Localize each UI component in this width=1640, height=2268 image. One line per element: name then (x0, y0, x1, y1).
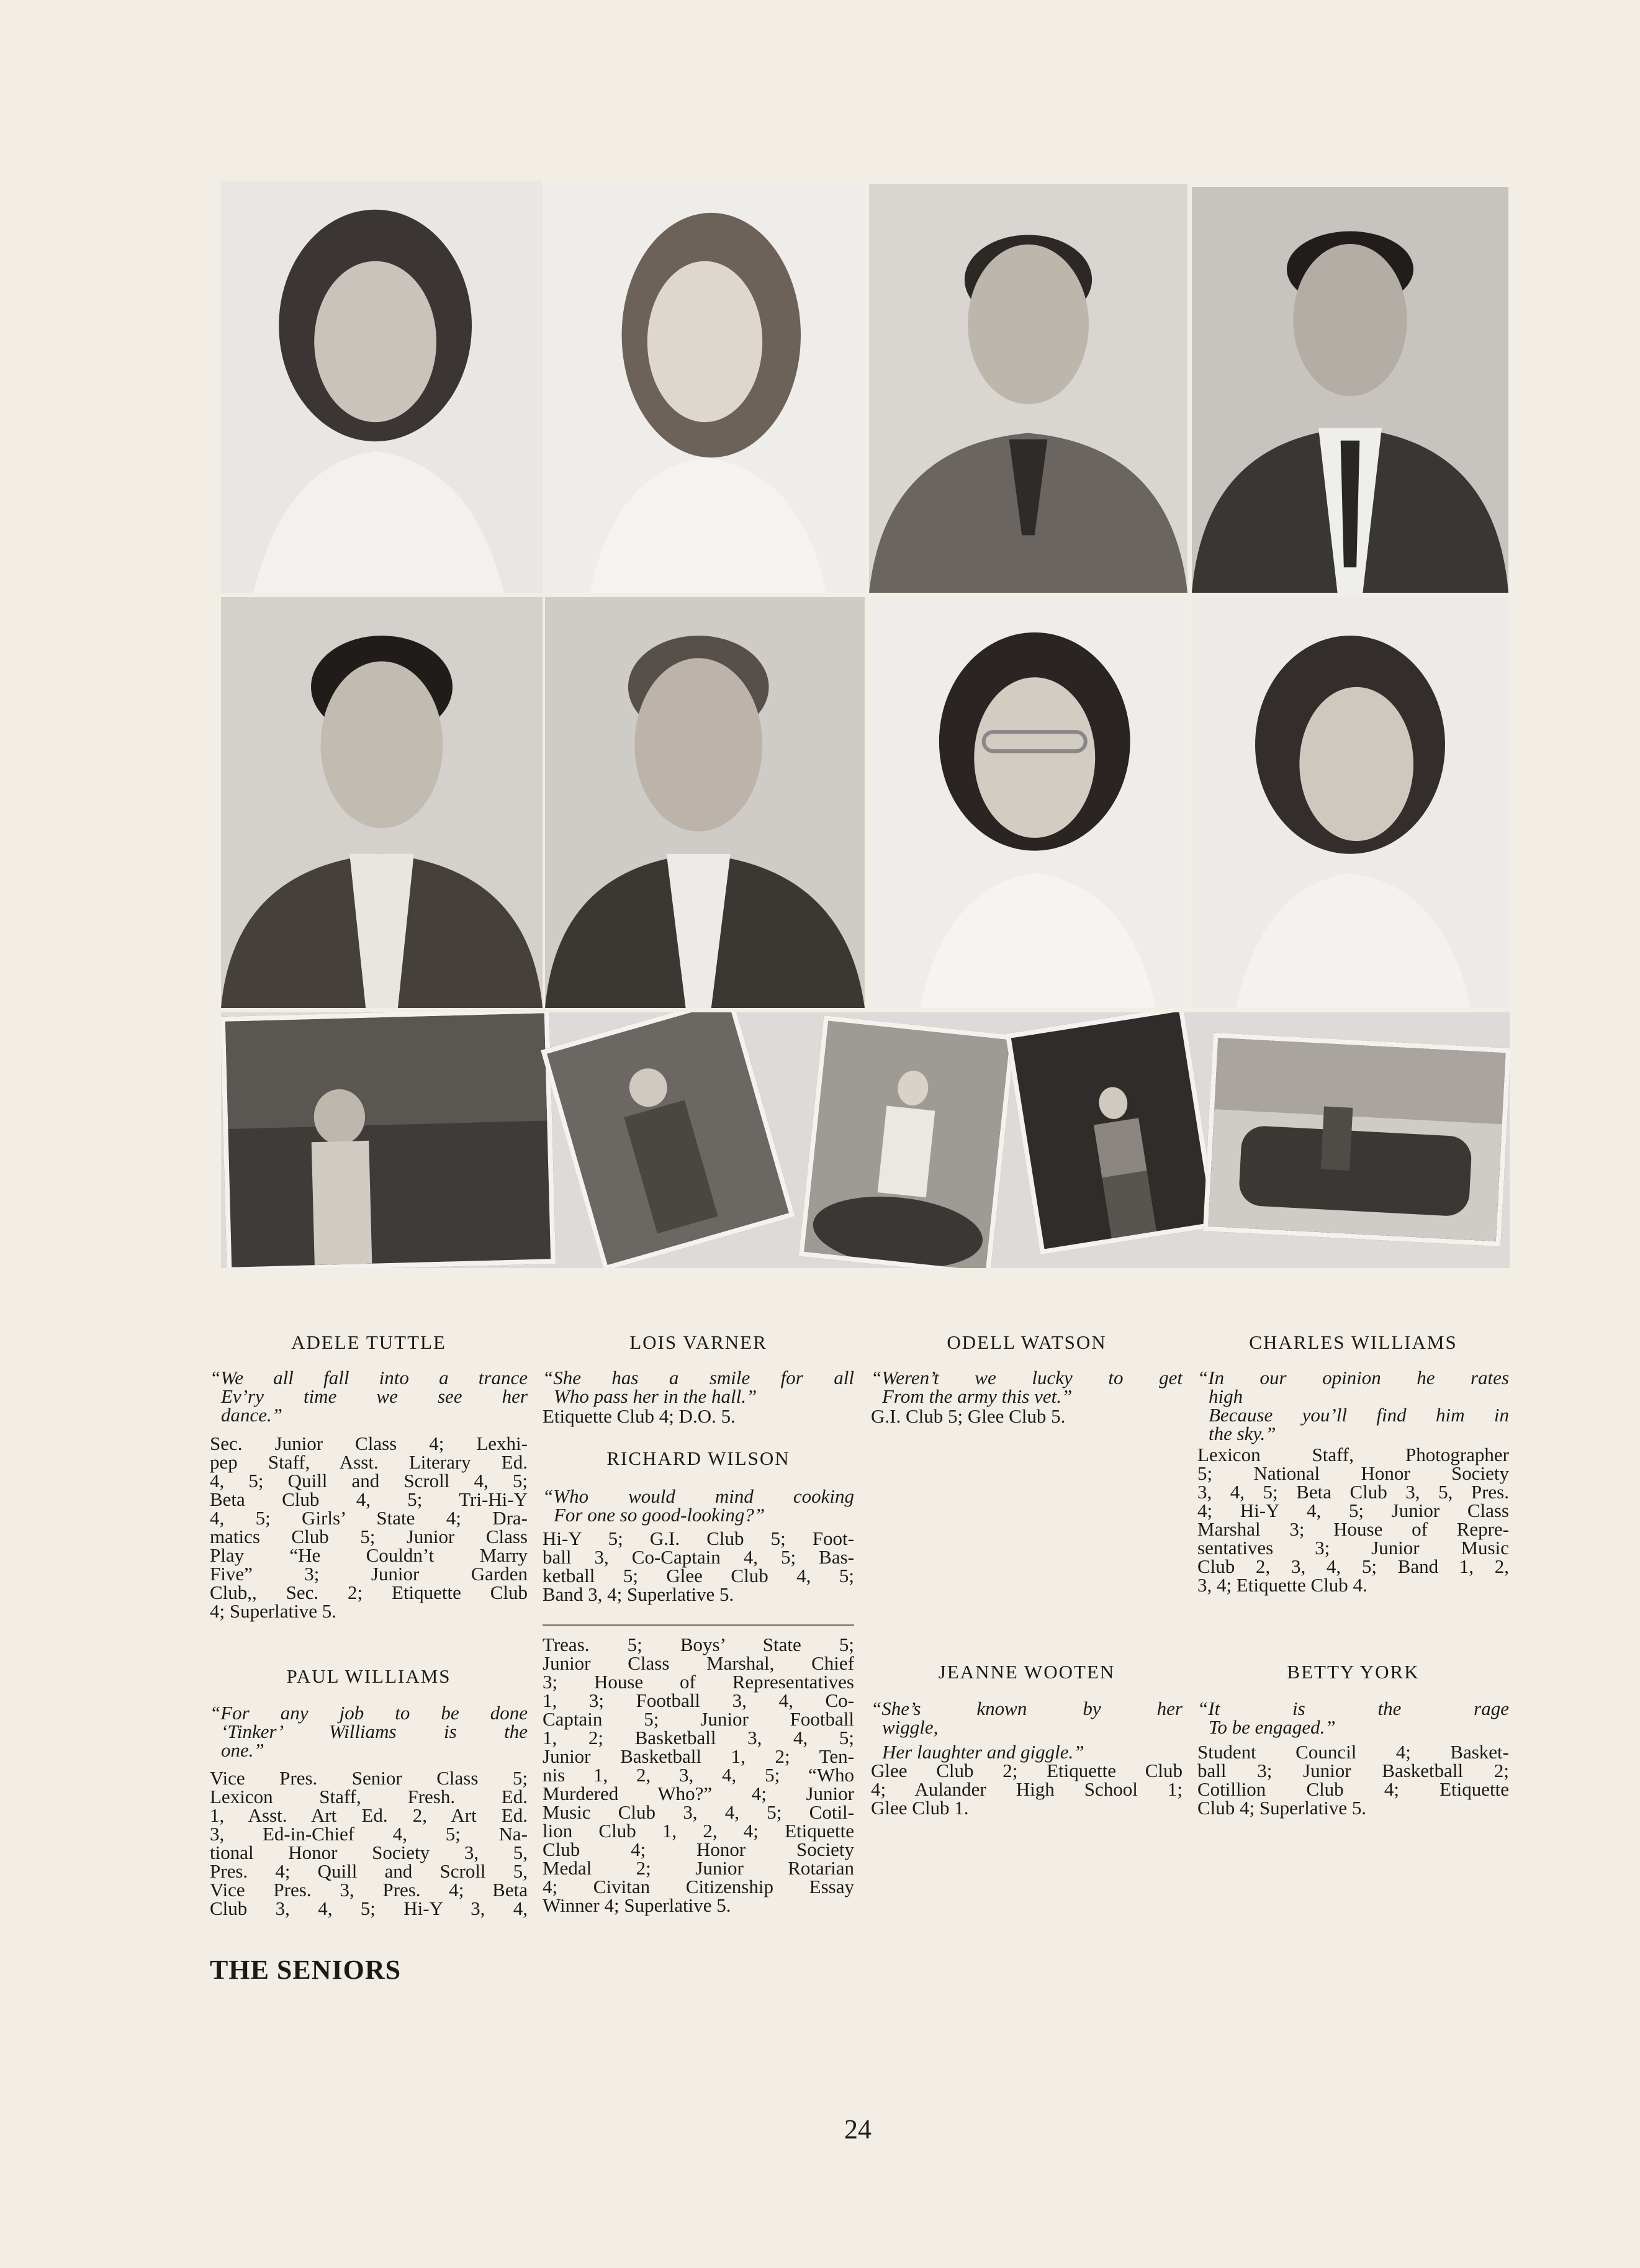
activity-line: 4; Superlative 5. (210, 1600, 337, 1622)
activity-line: 3, 4; Etiquette Club 4. (1197, 1574, 1367, 1596)
quote (543, 1369, 854, 1406)
activity-line: Medal 2; Junior Rotarian (543, 1857, 854, 1879)
quote (543, 1487, 854, 1524)
quote (871, 1369, 1183, 1406)
entry-betty-york (1197, 1661, 1509, 1817)
quote-line: dance.” (221, 1404, 283, 1426)
quote-line: “It is the rage (1197, 1698, 1509, 1719)
snapshot-collage (221, 1012, 1510, 1268)
activity-line: Music Club 3, 4, 5; Cotil- (543, 1801, 854, 1823)
activity-line: tional Honor Society 3, 5, (210, 1842, 528, 1863)
portrait-photo-richard-wilson (545, 597, 865, 1008)
activity-line: G.I. Club 5; Glee Club 5. (871, 1405, 1066, 1427)
activity-line: 3, Ed-in-Chief 4, 5; Na- (210, 1823, 528, 1845)
activity-line: Winner 4; Superlative 5. (543, 1894, 731, 1916)
activity-line: Club,, Sec. 2; Etiquette Club (210, 1582, 528, 1603)
snapshot-photo (541, 1012, 795, 1268)
portrait-photo-charles-williams (1192, 187, 1508, 593)
snapshot-photo (1006, 1012, 1219, 1254)
portrait-image (545, 181, 865, 593)
activity-line: Club 3, 4, 5; Hi-Y 3, 4, (210, 1897, 528, 1919)
portrait-photo-paul-williams (221, 597, 543, 1008)
snapshot-photo (221, 1012, 556, 1268)
activity-line: Beta Club 4, 5; Tri-Hi-Y (210, 1488, 528, 1510)
activity-line: Club 4; Superlative 5. (1197, 1797, 1367, 1819)
activity-line: 5; National Honor Society (1197, 1462, 1509, 1484)
entry-adele-tuttle (210, 1331, 528, 1621)
activity-line: 4, 5; Quill and Scroll 4, 5; (210, 1470, 528, 1492)
section-title: THE SENIORS (210, 1955, 402, 1985)
activity-line: Glee Club 2; Etiquette Club (871, 1760, 1183, 1781)
quote-line: “In our opinion he rates (1197, 1367, 1509, 1388)
activity-line: Lexicon Staff, Photographer (1197, 1444, 1509, 1465)
entry-jeanne-wooten (871, 1661, 1183, 1817)
activity-line: 4; Aulander High School 1; (871, 1778, 1183, 1800)
quote-line: “She’s known by her (871, 1698, 1183, 1719)
page-number: 24 (844, 2114, 872, 2144)
quote-line: high (1209, 1385, 1243, 1407)
activity-line: Lexicon Staff, Fresh. Ed. (210, 1786, 528, 1807)
entry-odell-watson (871, 1331, 1183, 1426)
activity-line: Treas. 5; Boys’ State 5; (543, 1634, 854, 1655)
quote-line: Who pass her in the hall.” (554, 1385, 757, 1407)
entry-paul-williams-continued (543, 1636, 854, 1915)
quote (871, 1699, 1183, 1762)
quote-line: one.” (221, 1739, 264, 1761)
portrait-photo-odell-watson (869, 184, 1187, 593)
activity-line: sentatives 3; Junior Music (1197, 1537, 1509, 1559)
activity-line: ball 3; Junior Basketball 2; (1197, 1760, 1509, 1781)
student-name: CHARLES WILLIAMS (1249, 1331, 1458, 1353)
activity-line: Pres. 4; Quill and Scroll 5, (210, 1860, 528, 1882)
student-name: JEANNE WOOTEN (938, 1661, 1115, 1683)
entry-lois-varner (543, 1331, 854, 1426)
activity-line: ketball 5; Glee Club 4, 5; (543, 1565, 854, 1586)
quote-line: ‘Tinker’ Williams is the (221, 1721, 528, 1742)
activity-line: Junior Class Marshal, Chief (543, 1652, 854, 1674)
portrait-image (869, 597, 1187, 1008)
quote (210, 1704, 528, 1760)
activity-line: Vice Pres. Senior Class 5; (210, 1767, 528, 1789)
activities (1197, 1446, 1509, 1595)
activity-line: 3; House of Representatives (543, 1671, 854, 1693)
portrait-photo-adele-tuttle (221, 181, 543, 593)
quote-line: “We all fall into a trance (210, 1367, 528, 1388)
activity-line: Club 2, 3, 4, 5; Band 1, 2, (1197, 1555, 1509, 1577)
activity-line: Sec. Junior Class 4; Lexhi- (210, 1433, 528, 1454)
activity-line: 4, 5; Girls’ State 4; Dra- (210, 1507, 528, 1529)
activity-line: Cotillion Club 4; Etiquette (1197, 1778, 1509, 1800)
activity-line: 1, Asst. Art Ed. 2, Art Ed. (210, 1804, 528, 1826)
activity-line: nis 1, 2, 3, 4, 5; “Who (543, 1764, 854, 1786)
quote (1197, 1369, 1509, 1443)
snapshot-photo (798, 1015, 1015, 1268)
portrait-photo-lois-varner (545, 181, 865, 593)
entry-charles-williams (1197, 1331, 1509, 1595)
student-name: ADELE TUTTLE (291, 1331, 446, 1353)
portrait-image (869, 184, 1187, 593)
activity-line: 4; Hi-Y 4, 5; Junior Class (1197, 1500, 1509, 1521)
quote-line: “She has a smile for all (543, 1367, 854, 1388)
activity-line: Club 4; Honor Society (543, 1838, 854, 1860)
activity-line: Murdered Who?” 4; Junior (543, 1783, 854, 1804)
portrait-photo-betty-york (1192, 597, 1508, 1008)
activities (1197, 1743, 1509, 1817)
quote-line: the sky.” (1209, 1423, 1276, 1444)
quote (1197, 1699, 1509, 1737)
activities (871, 1762, 1183, 1817)
student-name: RICHARD WILSON (606, 1447, 790, 1469)
activities-continued (543, 1636, 854, 1915)
activity-line: Band 3, 4; Superlative 5. (543, 1583, 734, 1605)
quote-line: “Who would mind cooking (543, 1485, 854, 1507)
activities (871, 1407, 1183, 1426)
student-name: BETTY YORK (1287, 1661, 1420, 1683)
entry-paul-williams (210, 1665, 528, 1918)
quote-line: To be engaged.” (1209, 1716, 1336, 1738)
activity-line: pep Staff, Asst. Literary Ed. (210, 1451, 528, 1473)
activity-line: ball 3, Co-Captain 4, 5; Bas- (543, 1546, 854, 1568)
activity-line: matics Club 5; Junior Class (210, 1526, 528, 1547)
quote-line: From the army this vet.” (882, 1385, 1073, 1407)
snapshot-photo (1203, 1033, 1510, 1247)
portrait-image (221, 597, 543, 1008)
quote-line: For one so good-looking?” (554, 1504, 765, 1526)
portrait-image (545, 597, 865, 1008)
activity-line: Marshal 3; House of Repre- (1197, 1518, 1509, 1540)
activity-line: Etiquette Club 4; D.O. 5. (543, 1405, 736, 1427)
activity-line: Glee Club 1. (871, 1797, 969, 1819)
student-name: LOIS VARNER (629, 1331, 767, 1353)
activity-line: 1, 2; Basketball 3, 4, 5; (543, 1727, 854, 1748)
activity-line: Student Council 4; Basket- (1197, 1741, 1509, 1763)
quote-line: “For any job to be done (210, 1702, 528, 1724)
activity-line: Five” 3; Junior Garden (210, 1563, 528, 1585)
portrait-image (221, 181, 543, 593)
student-name: ODELL WATSON (947, 1331, 1107, 1353)
entry-richard-wilson (543, 1447, 854, 1604)
activity-line: Captain 5; Junior Football (543, 1708, 854, 1730)
activity-line: Vice Pres. 3, Pres. 4; Beta (210, 1879, 528, 1901)
portrait-photo-jeanne-wooten (869, 597, 1187, 1008)
quote (210, 1369, 528, 1424)
divider (543, 1624, 854, 1626)
activity-line: 3, 4, 5; Beta Club 3, 5, Pres. (1197, 1481, 1509, 1503)
activity-line: Junior Basketball 1, 2; Ten- (543, 1745, 854, 1767)
quote-line: Ev’ry time we see her (221, 1385, 528, 1407)
student-name: PAUL WILLIAMS (286, 1665, 451, 1687)
activity-line: lion Club 1, 2, 4; Etiquette (543, 1820, 854, 1842)
activity-line: 1, 3; Football 3, 4, Co- (543, 1690, 854, 1711)
activity-line: Hi-Y 5; G.I. Club 5; Foot- (543, 1528, 854, 1549)
activities (543, 1529, 854, 1604)
portrait-image (1192, 597, 1508, 1008)
activities (543, 1407, 854, 1426)
activity-line: Play “He Couldn’t Marry (210, 1544, 528, 1566)
quote-line: Her laughter and giggle.” (882, 1741, 1084, 1763)
portrait-image (1192, 187, 1508, 593)
activities (210, 1434, 528, 1621)
activity-line: 4; Civitan Citizenship Essay (543, 1876, 854, 1897)
quote-line: “Weren’t we lucky to get (871, 1367, 1183, 1388)
activities (210, 1769, 528, 1918)
quote-line: wiggle, (882, 1716, 939, 1738)
quote-line: Because you’ll find him in (1209, 1404, 1509, 1426)
